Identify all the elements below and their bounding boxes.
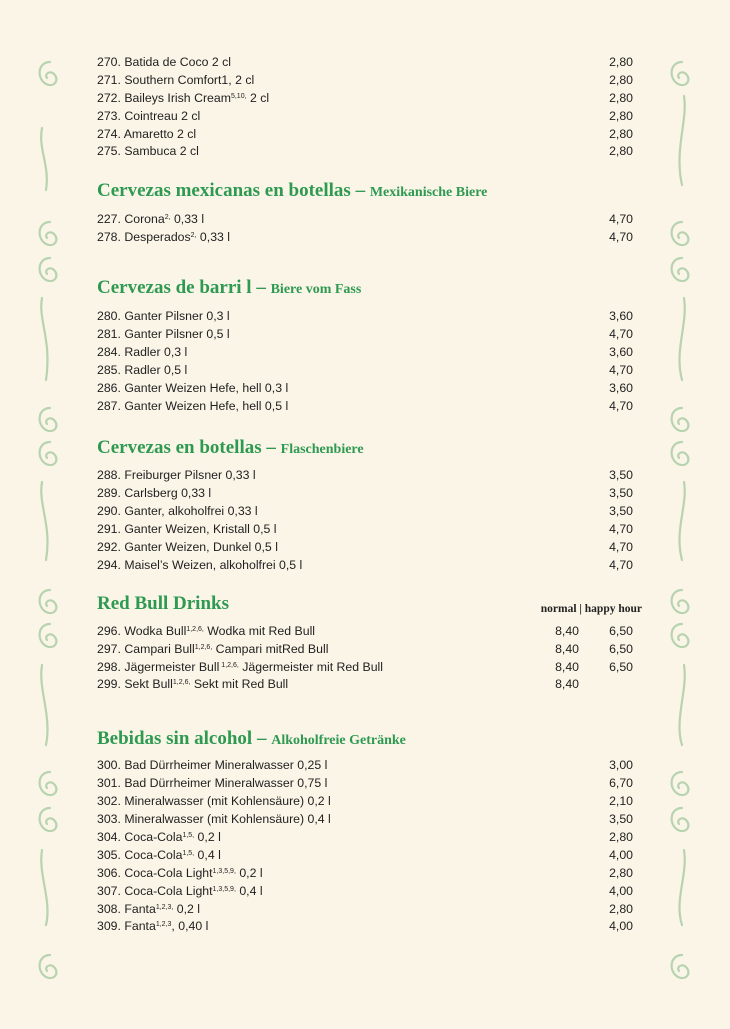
item-price: 2,80	[609, 126, 633, 141]
item-price: 2,10	[609, 794, 633, 809]
item-price: 2,80	[609, 72, 633, 87]
item-price: 4,00	[609, 919, 633, 934]
menu-item: 302. Mineralwasser (mit Kohlensäure) 0,2 l 2,10	[97, 793, 642, 811]
mexicanas-list	[97, 211, 642, 247]
item-price: 3,50	[609, 504, 633, 519]
menu-item: 304. Coca-Cola$^{1,5,}$ 0,2 l 2,80	[97, 829, 642, 847]
menu-item: 275. Sambuca 2 cl 2,80	[97, 143, 642, 161]
menu-item: 294. Maisel’s Weizen, alkoholfrei 0,5 l 4,70	[97, 557, 642, 575]
item-price: 4,70	[609, 522, 633, 537]
section-title-redbull: Red Bull Drinks normal | happy hour	[97, 592, 642, 615]
item-price-normal: 8,40	[555, 677, 579, 692]
menu-item: 291. Ganter Weizen, Kristall 0,5 l 4,70	[97, 521, 642, 539]
item-price: 3,00	[609, 758, 633, 773]
menu-item: 274. Amaretto 2 cl 2,80	[97, 126, 642, 144]
menu-item: 273. Cointreau 2 cl 2,80	[97, 108, 642, 126]
swirl-ornament-icon	[660, 0, 700, 1024]
sin-alcohol-list	[97, 757, 642, 936]
item-price: 2,80	[609, 55, 633, 69]
item-price: 3,60	[609, 309, 633, 324]
item-price: 4,70	[609, 540, 633, 555]
menu-item: 227. Corona$^{2,}$ 0,33 l 4,70	[97, 211, 642, 229]
item-price: 2,80	[609, 108, 633, 123]
menu-item: 286. Ganter Weizen Hefe, hell 0,3 l 3,60	[97, 380, 642, 398]
item-price: 2,80	[609, 829, 633, 844]
item-price-happy-hour: 6,50	[609, 623, 633, 638]
item-price: 3,50	[609, 812, 633, 827]
menu-item: 305. Coca-Cola$^{1,5,}$ 0,4 l 4,00	[97, 847, 642, 865]
menu-item: 307. Coca-Cola Light$^{1,3,5,9,}$ 0,4 l 4,00	[97, 883, 642, 901]
item-price: 4,70	[609, 327, 633, 342]
menu-item: 290. Ganter, alkoholfrei 0,33 l 3,50	[97, 503, 642, 521]
item-price: 2,80	[609, 865, 633, 880]
swirl-ornament-icon	[28, 0, 68, 1024]
menu-item: 296. Wodka Bull$^{1,2,6,}$ Wodka mit Red Bull 8,40 6,50	[97, 623, 642, 641]
item-price: 4,70	[609, 398, 633, 413]
item-price: 4,70	[609, 212, 633, 227]
item-price-happy-hour: 6,50	[609, 641, 633, 656]
section-title-barril: Cervezas de barri l – Biere vom Fass	[97, 277, 362, 299]
section-title-mexicanas: Cervezas mexicanas en botellas – Mexikanische Biere	[97, 180, 488, 202]
menu-item: 270. Batida de Coco 2 cl 2,80	[97, 54, 642, 72]
item-price-normal: 8,40	[555, 641, 579, 656]
menu-item: 280. Ganter Pilsner 0,3 l 3,60	[97, 308, 642, 326]
menu-item: 271. Southern Comfort1, 2 cl 2,80	[97, 72, 642, 90]
item-price: 2,80	[609, 90, 633, 105]
menu-item: 300. Bad Dürrheimer Mineralwasser 0,25 l 3,00	[97, 757, 642, 775]
item-price: 4,70	[609, 557, 633, 572]
item-price: 4,00	[609, 847, 633, 862]
menu-item: 288. Freiburger Pilsner 0,33 l 3,50	[97, 467, 642, 485]
item-price: 4,70	[609, 230, 633, 245]
menu-item: 284. Radler 0,3 l 3,60	[97, 344, 642, 362]
menu-item: 289. Carlsberg 0,33 l 3,50	[97, 485, 642, 503]
item-price: 4,00	[609, 883, 633, 898]
item-price-normal: 8,40	[555, 659, 579, 674]
item-price: 3,50	[609, 468, 633, 483]
item-price: 3,60	[609, 380, 633, 395]
menu-item: 303. Mineralwasser (mit Kohlensäure) 0,4 l 3,50	[97, 811, 642, 829]
left-ornament-border	[28, 0, 68, 1024]
menu-item: 309. Fanta$^{1,2,3}$, 0,40 l 4,00	[97, 918, 642, 936]
liqueur-list	[97, 54, 642, 161]
item-price-normal: 8,40	[555, 623, 579, 638]
item-price-happy-hour: 6,50	[609, 659, 633, 674]
item-price: 6,70	[609, 776, 633, 791]
menu-item: 298. Jägermeister Bull $^{1,2,6,}$ Jägermeister mit Red Bull 8,40 6,50	[97, 659, 642, 677]
menu-content	[97, 54, 642, 936]
menu-item: 308. Fanta$^{1,2,3,}$ 0,2 l 2,80	[97, 901, 642, 919]
menu-item: 272. Baileys Irish Cream$^{5,10,}$ 2 cl 2,80	[97, 90, 642, 108]
section-title-botellas: Cervezas en botellas – Flaschenbiere	[97, 437, 364, 459]
redbull-list	[97, 623, 642, 695]
menu-item: 287. Ganter Weizen Hefe, hell 0,5 l 4,70	[97, 398, 642, 416]
menu-item: 278. Desperados$^{2,}$ 0,33 l 4,70	[97, 229, 642, 247]
botellas-list	[97, 467, 642, 574]
menu-item: 299. Sekt Bull$^{1,2,6,}$ Sekt mit Red Bull 8,40	[97, 676, 642, 694]
right-ornament-border	[660, 0, 700, 1024]
item-price: 3,60	[609, 344, 633, 359]
menu-item: 301. Bad Dürrheimer Mineralwasser 0,75 l 6,70	[97, 775, 642, 793]
item-price: 2,80	[609, 901, 633, 916]
section-title-sin-alcohol: Bebidas sin alcohol – Alkoholfreie Getränke	[97, 728, 406, 750]
menu-item: 297. Campari Bull$^{1,2,6,}$ Campari mitRed Bull 8,40 6,50	[97, 641, 642, 659]
item-price: 4,70	[609, 362, 633, 377]
barril-list	[97, 308, 642, 415]
menu-item: 306. Coca-Cola Light$^{1,3,5,9,}$ 0,2 l 2,80	[97, 865, 642, 883]
item-price: 3,50	[609, 486, 633, 501]
menu-item: 281. Ganter Pilsner 0,5 l 4,70	[97, 326, 642, 344]
menu-item: 292. Ganter Weizen, Dunkel 0,5 l 4,70	[97, 539, 642, 557]
item-price: 2,80	[609, 144, 633, 159]
redbull-price-header: normal | happy hour	[540, 602, 642, 615]
menu-item: 285. Radler 0,5 l 4,70	[97, 362, 642, 380]
